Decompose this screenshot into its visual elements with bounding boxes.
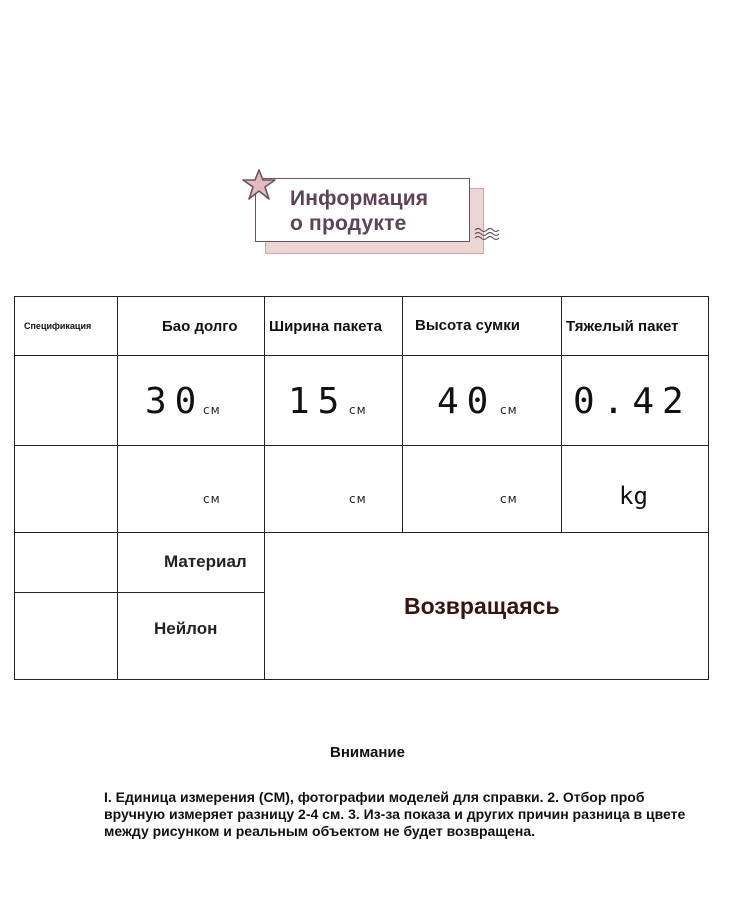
- header-weight: Тяжелый пакет: [566, 318, 679, 335]
- height-unit: cм: [500, 403, 518, 417]
- returning-label: Возвращаясь: [404, 593, 560, 619]
- height-unit-row2: cм: [500, 492, 518, 506]
- row-divider: [14, 445, 709, 446]
- weight-unit: kg: [619, 482, 648, 510]
- col-divider: [561, 296, 562, 533]
- width-value: 15: [288, 381, 348, 422]
- notice-text: I. Единица измерения (CM), фотографии моделей для справки. 2. Отбор проб вручную измеряет разницу 2-4 см. 3. Из-за показа и других причин разница в цвете между рисунком и реальным объектом не будет возвращена.: [104, 789, 686, 839]
- length-unit: cм: [203, 403, 221, 417]
- notice-title: Внимание: [330, 744, 405, 761]
- length-value: 30: [145, 381, 205, 422]
- col-divider: [402, 296, 403, 533]
- title-line-2: о продукте: [290, 212, 407, 235]
- header-length: Бао долго: [162, 318, 238, 335]
- row-divider: [14, 355, 709, 356]
- page-title: [290, 186, 470, 236]
- wave-icon: [474, 227, 502, 241]
- col-divider: [264, 296, 265, 680]
- width-unit: cм: [349, 403, 367, 417]
- star-icon: [242, 168, 278, 202]
- height-value: 40: [437, 381, 497, 422]
- header-spec: Спецификация: [24, 321, 92, 331]
- title-line-1: Информация: [290, 187, 429, 210]
- weight-value: 0.42: [573, 381, 692, 422]
- row-divider: [14, 532, 709, 533]
- table-border: [14, 296, 709, 680]
- length-unit-row2: cм: [203, 492, 221, 506]
- header-width: Ширина пакета: [269, 318, 382, 335]
- header-height: Высота сумки: [415, 317, 520, 334]
- col-divider: [117, 296, 118, 680]
- material-value: Нейлон: [154, 619, 218, 638]
- row-divider: [14, 592, 264, 593]
- material-label: Материал: [164, 552, 247, 571]
- width-unit-row2: cм: [349, 492, 367, 506]
